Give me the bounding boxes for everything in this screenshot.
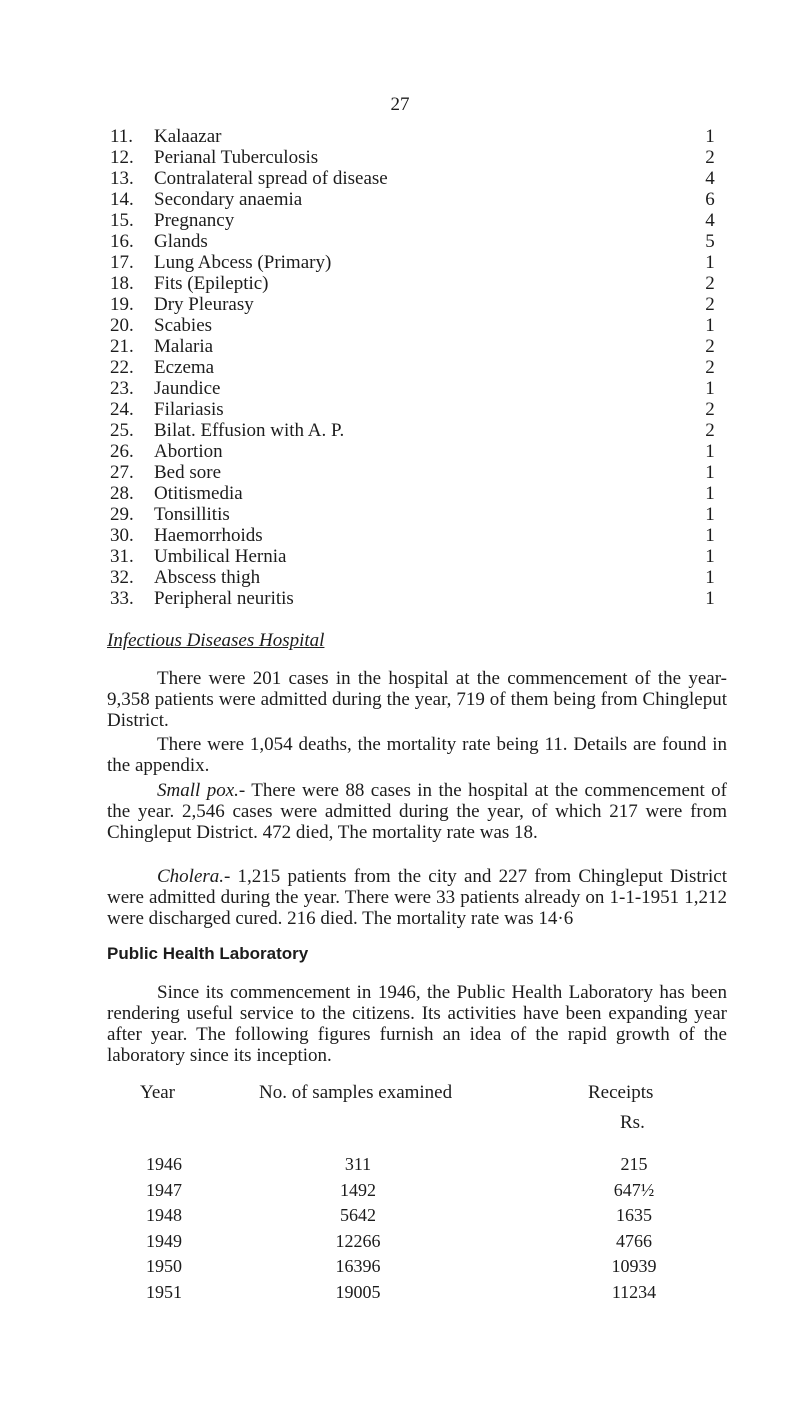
table-cell-year: 1947 xyxy=(146,1179,182,1200)
disease-row xyxy=(0,126,800,147)
disease-row-name: Contralateral spread of disease xyxy=(154,168,388,189)
disease-row xyxy=(0,462,800,483)
disease-row xyxy=(0,441,800,462)
disease-row-number: 21. xyxy=(110,336,134,357)
laboratory-table-row xyxy=(0,1282,800,1304)
disease-row-number: 15. xyxy=(110,210,134,231)
table-cell-receipts: 647½ xyxy=(613,1179,655,1200)
disease-row-count: 2 xyxy=(705,336,715,357)
infectious-paragraph-2-text: There were 1,054 deaths, the mortality rate being 11. Details are found in the appendix. xyxy=(107,734,727,776)
disease-row-name: Perianal Tuberculosis xyxy=(154,147,319,168)
infectious-paragraph-2 xyxy=(107,734,727,776)
disease-row-number: 17. xyxy=(110,252,134,273)
disease-row xyxy=(0,189,800,210)
table-cell-year: 1950 xyxy=(146,1256,182,1276)
samples-column-header: No. of samples examined xyxy=(259,1082,453,1103)
laboratory-paragraph xyxy=(107,982,727,1066)
disease-row-number: 25. xyxy=(110,420,134,441)
page-number: 27 xyxy=(390,94,410,115)
table-cell-receipts: 215 xyxy=(620,1154,648,1174)
table-cell-samples: 12266 xyxy=(335,1230,381,1251)
disease-row-count: 2 xyxy=(705,399,715,420)
table-cell-samples: 5642 xyxy=(340,1205,376,1225)
disease-row xyxy=(0,336,800,357)
disease-row-count: 1 xyxy=(705,588,715,609)
table-cell-samples: 16396 xyxy=(335,1256,381,1276)
disease-row-number: 28. xyxy=(110,483,134,504)
disease-row-number: 32. xyxy=(110,567,134,588)
receipts-unit-label: Rs. xyxy=(620,1112,645,1133)
disease-row-number: 13. xyxy=(110,168,134,189)
table-cell-receipts: 10939 xyxy=(611,1256,657,1276)
disease-row-number: 22. xyxy=(110,357,134,378)
disease-row-count: 6 xyxy=(705,189,715,210)
disease-row-name: Eczema xyxy=(154,357,215,378)
disease-row-number: 31. xyxy=(110,546,134,567)
disease-row-count: 1 xyxy=(705,525,715,546)
disease-row-name: Abscess thigh xyxy=(154,567,261,588)
smallpox-paragraph xyxy=(107,780,727,843)
table-cell-samples: 1492 xyxy=(340,1179,376,1200)
disease-row xyxy=(0,357,800,378)
cholera-label: Cholera.- xyxy=(157,866,231,887)
disease-row-number: 16. xyxy=(110,231,134,252)
disease-row-count: 5 xyxy=(705,231,715,252)
disease-row-count: 4 xyxy=(705,168,715,189)
disease-row-number: 23. xyxy=(110,378,134,399)
disease-row-name: Fits (Epileptic) xyxy=(154,273,269,294)
disease-row-count: 1 xyxy=(705,567,715,588)
disease-row-name: Umbilical Hernia xyxy=(154,546,287,567)
infectious-diseases-heading: Infectious Diseases Hospital xyxy=(107,630,325,651)
laboratory-table-row xyxy=(0,1180,800,1202)
smallpox-label: Small pox.- xyxy=(157,780,246,801)
disease-row-name: Kalaazar xyxy=(154,126,222,147)
disease-row-count: 1 xyxy=(705,462,715,483)
disease-row xyxy=(0,378,800,399)
table-cell-receipts: 4766 xyxy=(616,1230,652,1251)
table-cell-samples: 311 xyxy=(344,1154,372,1174)
disease-row xyxy=(0,525,800,546)
laboratory-table-row xyxy=(0,1205,800,1227)
disease-row-name: Haemorrhoids xyxy=(154,525,263,546)
table-cell-year: 1949 xyxy=(146,1230,182,1251)
table-cell-receipts: 11234 xyxy=(611,1281,657,1302)
disease-row-number: 33. xyxy=(110,588,134,609)
disease-row xyxy=(0,546,800,567)
infectious-paragraph-1 xyxy=(107,668,727,731)
infectious-paragraph-1-text: There were 201 cases in the hospital at the commencement of the year- 9,358 patients were admitted during the year, 719 of them being from Chingleput District. xyxy=(107,668,727,731)
table-cell-year: 1951 xyxy=(146,1281,182,1302)
cholera-paragraph xyxy=(107,866,727,929)
disease-row-name: Pregnancy xyxy=(154,210,235,231)
disease-row xyxy=(0,588,800,609)
disease-row-name: Abortion xyxy=(154,441,223,462)
disease-row xyxy=(0,294,800,315)
smallpox-text: There were 88 cases in the hospital at the commencement of the year. 2,546 cases were admitted during the year, of which 217 were from Chingleput District. 472 died, The mortality rate was 18. xyxy=(107,780,727,843)
laboratory-table-row xyxy=(0,1256,800,1278)
public-health-laboratory-heading: Public Health Laboratory xyxy=(107,944,309,963)
disease-row-name: Secondary anaemia xyxy=(154,189,303,210)
disease-row xyxy=(0,483,800,504)
disease-row xyxy=(0,399,800,420)
disease-row-name: Jaundice xyxy=(154,378,221,399)
disease-row-name: Malaria xyxy=(154,336,214,357)
receipts-column-header: Receipts xyxy=(588,1082,654,1103)
table-cell-samples: 19005 xyxy=(335,1281,381,1302)
disease-row-name: Otitismedia xyxy=(154,483,243,504)
disease-row-count: 1 xyxy=(705,441,715,462)
disease-row-count: 1 xyxy=(705,378,715,399)
disease-row-number: 29. xyxy=(110,504,134,525)
disease-row-name: Bilat. Effusion with A. P. xyxy=(154,420,345,441)
disease-row-number: 11. xyxy=(110,126,134,147)
disease-row-number: 26. xyxy=(110,441,134,462)
table-cell-year: 1946 xyxy=(146,1154,182,1174)
disease-row-number: 27. xyxy=(110,462,134,483)
disease-row-count: 1 xyxy=(705,252,715,273)
disease-row-count: 1 xyxy=(705,315,715,336)
disease-row-count: 1 xyxy=(705,483,715,504)
disease-row-count: 1 xyxy=(705,504,715,525)
disease-row xyxy=(0,168,800,189)
disease-row xyxy=(0,315,800,336)
disease-row xyxy=(0,273,800,294)
disease-row-name: Peripheral neuritis xyxy=(154,588,294,609)
disease-row-count: 2 xyxy=(705,357,715,378)
disease-row-count: 2 xyxy=(705,294,715,315)
disease-row-count: 2 xyxy=(705,420,715,441)
disease-row-name: Scabies xyxy=(154,315,213,336)
disease-row-number: 24. xyxy=(110,399,134,420)
laboratory-table-row xyxy=(0,1154,800,1176)
disease-row-number: 18. xyxy=(110,273,134,294)
disease-row-name: Glands xyxy=(154,231,208,252)
disease-list xyxy=(0,126,800,609)
disease-row-count: 1 xyxy=(705,126,715,147)
disease-row-number: 14. xyxy=(110,189,134,210)
disease-row-count: 4 xyxy=(705,210,715,231)
disease-row-name: Lung Abcess (Primary) xyxy=(154,252,332,273)
laboratory-paragraph-text: Since its commencement in 1946, the Public Health Laboratory has been rendering useful service to the citizens. Its activities have been expanding year after year. The following figures furnish an idea of the rapid growth of the laboratory since its inception. xyxy=(107,982,727,1066)
disease-row xyxy=(0,420,800,441)
disease-row xyxy=(0,252,800,273)
disease-row xyxy=(0,231,800,252)
disease-row-number: 30. xyxy=(110,525,134,546)
disease-row-name: Bed sore xyxy=(154,462,222,483)
disease-row xyxy=(0,147,800,168)
disease-row-name: Filariasis xyxy=(154,399,224,420)
disease-row-name: Tonsillitis xyxy=(154,504,230,525)
laboratory-table-row xyxy=(0,1231,800,1253)
disease-row-count: 1 xyxy=(705,546,715,567)
disease-row-name: Dry Pleurasy xyxy=(154,294,254,315)
disease-row-count: 2 xyxy=(705,147,715,168)
disease-row-number: 19. xyxy=(110,294,134,315)
cholera-text: 1,215 patients from the city and 227 from Chingleput District were admitted during the year. There were 33 patients already on 1-1-1951 1,212 were discharged cured. 216 died. The mortality rate was 14·6 xyxy=(107,866,727,929)
disease-row-number: 12. xyxy=(110,147,134,168)
disease-row xyxy=(0,210,800,231)
disease-row-count: 2 xyxy=(705,273,715,294)
table-cell-receipts: 1635 xyxy=(616,1205,652,1225)
disease-row-number: 20. xyxy=(110,315,134,336)
disease-row xyxy=(0,504,800,525)
table-cell-year: 1948 xyxy=(146,1205,182,1225)
year-column-header: Year xyxy=(140,1082,176,1103)
disease-row xyxy=(0,567,800,588)
